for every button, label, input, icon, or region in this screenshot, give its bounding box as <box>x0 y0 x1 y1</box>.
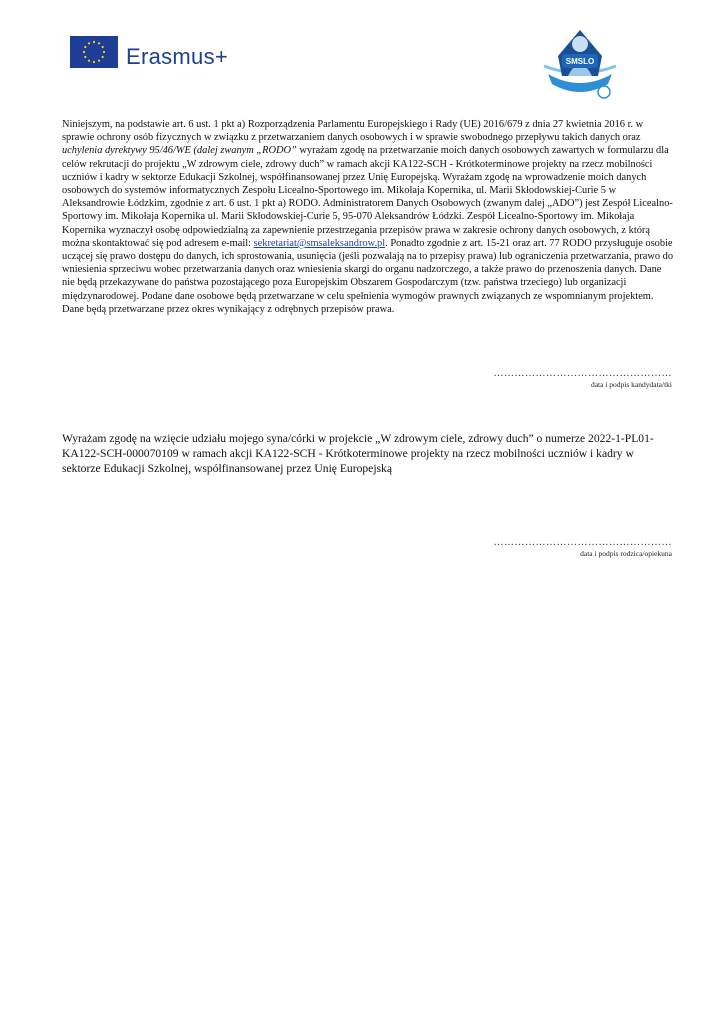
candidate-signature <box>472 368 672 389</box>
consent-rodo-section <box>62 118 674 316</box>
parent-signature-line: …………………………………………… <box>493 537 672 548</box>
rodo-text-2: Wyrażam zgodę na wprowadzenie moich danych osobowych do systemów informatycznych Zespołu Licealno-Sportowego im. Mikołaja Kopernika, ul. Marii Skłodowskiej-Curie 5 w Aleksandrowie Łódzkim, zgodnie z art. 6 ust. 1 pkt a) RODO. Administratorem Danych Osobowych (zwanym dalej „ADO”) jest Zespół Licealno-Sportowy im. Mikołaja Kopernika ul. Marii Skłodowskiej-Curie 5, 95-070 Aleksandrów Łódzki. Zespół Licealno-Sportowy im. Mikołaja Kopernika wyznaczył osobę odpowiedzialną za zapewnienie przestrzegania przepisów prawa w zakresie ochrony danych osobowych, z którą można skontaktować się pod adresem e-mail: <box>62 171 673 249</box>
rodo-text-1b: wyrażam zgodę na przetwarzanie moich danych osobowych zawartych w formularzu dla celów rekrutacji do projektu „W zdrowym ciele, zdrowy duch” w ramach akcji KA122-SCH - Krótkoterminowe projekty na rzecz mobilności uczniów i kadry w sektorze Edukacji Szkolnej, współfinansowanej przez Unię Europejską. <box>62 145 669 183</box>
candidate-signature-label: data i podpis kandydata/tki <box>590 380 672 389</box>
rodo-text-1: Niniejszym, na podstawie art. 6 ust. 1 pkt a) Rozporządzenia Parlamentu Europejskiego i Rady (UE) 2016/679 z dnia 27 kwietnia 2016 r. w sprawie ochrony osób fizycznych w związku z przetwarzaniem danych osobowych i w sprawie swobodnego przepływu takich danych oraz <box>62 119 644 144</box>
erasmus-logo-text: Erasmus+ <box>126 44 229 69</box>
rodo-consent-paragraph <box>62 118 674 316</box>
candidate-signature-line: …………………………………………… <box>493 368 672 379</box>
rodo-text-italic: uchylenia dyrektywy 95/46/WE (dalej zwanym „RODO” <box>62 145 297 157</box>
page-header <box>0 0 724 110</box>
contact-email-link[interactable]: sekretariat@smsaleksandrow.pl <box>253 237 386 249</box>
rodo-text-3: . Ponadto zgodnie z art. 15-21 oraz art. 77 RODO przysługuje osobie uczącej się prawo dostępu do danych, ich sprostowania, usunięcia (jeśli pozwalają na to przepisy prawa) lub ograniczenia przetwarzania, prawo do wniesienia sprzeciwu wobec przetwarzania danych oraz wniesienia skargi do organu nadzorczego, a także prawo do przenoszenia danych. Dane nie będą przekazywane do państwa pozostającego poza Europejskim Obszarem Gospodarczym (tzw. państwa trzeciego) lub organizacji międzynarodowej. Podane dane osobowe będą przetwarzane w celu spełnienia wymogów prawnych związanych ze wspomnianym projektem. Dane będą przetwarzane przez okres wynikający z odrębnych przepisów prawa. <box>62 237 674 315</box>
parent-signature <box>472 537 672 558</box>
school-logo-label: SMSLO <box>565 57 595 66</box>
parent-signature-label: data i podpis rodzica/opiekuna <box>580 549 672 558</box>
eu-flag-icon <box>70 36 118 68</box>
participation-consent: Wyrażam zgodę na wzięcie udziału mojego syna/córki w projekcie „W zdrowym ciele, zdrowy duch” o numerze 2022-1-PL01-KA122-SCH-000070109 w ramach akcji KA122-SCH - Krótkoterminowe projekty na rzecz mobilności uczniów i kadry w sektorze Edukacji Szkolnej, współfinansowanej przez Unię Europejską <box>62 432 654 476</box>
